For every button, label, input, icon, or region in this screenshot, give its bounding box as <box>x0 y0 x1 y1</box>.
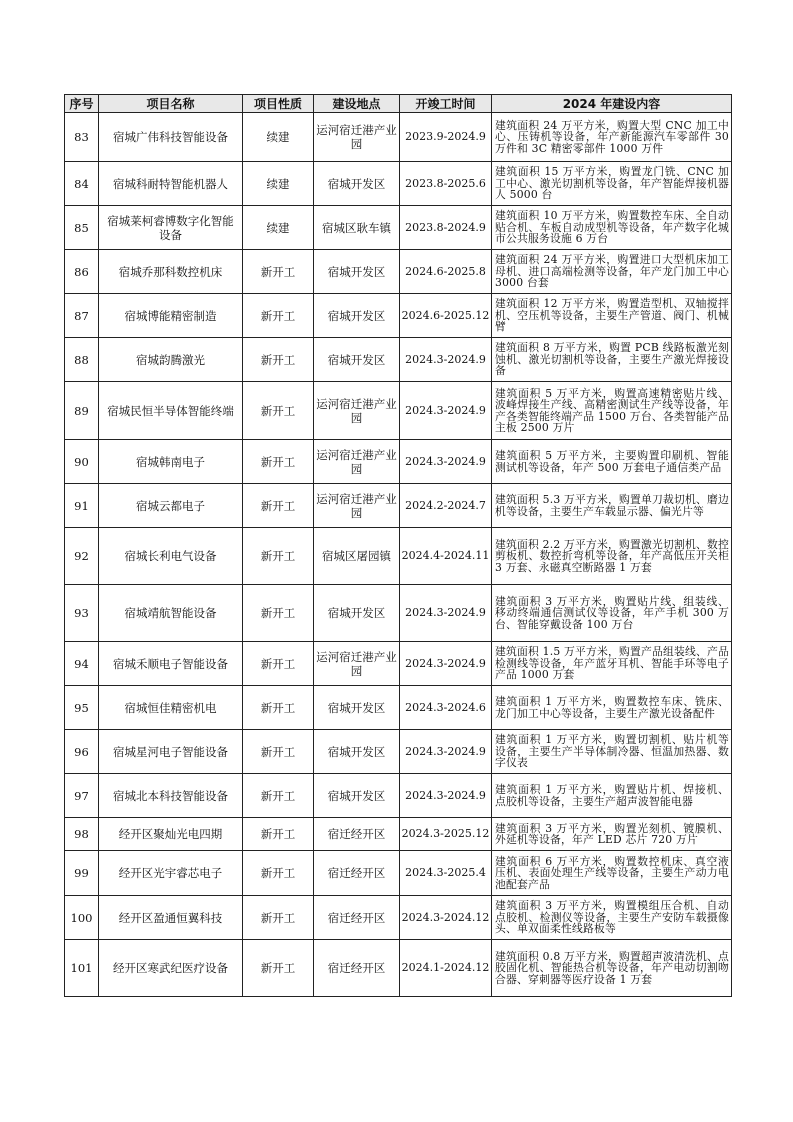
cell-content: 建筑面积 15 万平方米，购置龙门铣、CNC 加工中心、激光切割机等设备，年产智能焊接机器人 5000 台 <box>492 162 732 206</box>
cell-content: 建筑面积 1.5 万平方米，购置产品组装线、产品检测线等设备，年产蓝牙耳机、智能手环等电子产品 1000 万套 <box>492 642 732 686</box>
cell-location: 宿迁经开区 <box>314 818 400 851</box>
cell-project-name: 宿城靖航智能设备 <box>99 585 243 642</box>
cell-time: 2024.3-2025.4 <box>400 851 492 896</box>
cell-content: 建筑面积 3 万平方米，购置贴片线、组装线、移动终端通信测试仪等设备，年产手机 300 万台、智能穿戴设备 100 万台 <box>492 585 732 642</box>
cell-time: 2023.8-2025.6 <box>400 162 492 206</box>
table-row <box>65 294 732 338</box>
table-row <box>65 484 732 528</box>
cell-project-type: 新开工 <box>243 940 314 997</box>
header-no: 序号 <box>65 95 99 113</box>
cell-project-name: 宿城长利电气设备 <box>99 528 243 585</box>
cell-project-type: 新开工 <box>243 294 314 338</box>
cell-project-name: 宿城云都电子 <box>99 484 243 528</box>
cell-project-type: 新开工 <box>243 896 314 940</box>
cell-project-name: 宿城广伟科技智能设备 <box>99 113 243 162</box>
cell-content: 建筑面积 12 万平方米，购置造型机、双轴搅拌机、空压机等设备，主要生产管道、阀门、机械臂 <box>492 294 732 338</box>
cell-no: 92 <box>65 528 99 585</box>
cell-no: 94 <box>65 642 99 686</box>
cell-time: 2024.2-2024.7 <box>400 484 492 528</box>
cell-location: 宿城区屠园镇 <box>314 528 400 585</box>
cell-content: 建筑面积 24 万平方米，购置进口大型机床加工母机、进口高端检测等设备，年产龙门加工中心 3000 台套 <box>492 250 732 294</box>
header-row <box>65 95 732 113</box>
table-row <box>65 382 732 440</box>
cell-content: 建筑面积 3 万平方米，购置光刻机、镀膜机、外延机等设备，年产 LED 芯片 720 万片 <box>492 818 732 851</box>
table-row <box>65 686 732 730</box>
cell-project-name: 经开区聚灿光电四期 <box>99 818 243 851</box>
table-row <box>65 774 732 818</box>
cell-project-name: 经开区光宇睿芯电子 <box>99 851 243 896</box>
cell-no: 90 <box>65 440 99 484</box>
header-name: 项目名称 <box>99 95 243 113</box>
cell-project-name: 经开区盈通恒翼科技 <box>99 896 243 940</box>
cell-project-type: 新开工 <box>243 818 314 851</box>
cell-time: 2023.8-2024.9 <box>400 206 492 250</box>
cell-project-type: 新开工 <box>243 382 314 440</box>
cell-project-name: 宿城韵腾激光 <box>99 338 243 382</box>
cell-location: 宿城区耿车镇 <box>314 206 400 250</box>
cell-no: 86 <box>65 250 99 294</box>
cell-content: 建筑面积 5.3 万平方米，购置单刀裁切机、磨边机等设备，主要生产车载显示器、偏光片等 <box>492 484 732 528</box>
cell-content: 建筑面积 1 万平方米，购置贴片机、焊接机、点胶机等设备，主要生产超声波智能电器 <box>492 774 732 818</box>
cell-content: 建筑面积 5 万平方米，购置高速精密贴片线、波峰焊接生产线、高精密测试生产线等设备，年产各类智能终端产品 1500 万台、各类智能产品主板 2500 万片 <box>492 382 732 440</box>
cell-project-type: 新开工 <box>243 484 314 528</box>
cell-no: 83 <box>65 113 99 162</box>
header-location: 建设地点 <box>314 95 400 113</box>
cell-content: 建筑面积 0.8 万平方米，购置超声波清洗机、点胶固化机、智能热合机等设备，年产电动切割吻合器、穿刺器等医疗设备 1 万套 <box>492 940 732 997</box>
cell-content: 建筑面积 24 万平方米，购置大型 CNC 加工中心、压铸机等设备，年产新能源汽车零部件 30 万件和 3C 精密零部件 1000 万件 <box>492 113 732 162</box>
cell-content: 建筑面积 6 万平方米，购置数控机床、真空液压机、表面处理生产线等设备，主要生产动力电池配套产品 <box>492 851 732 896</box>
cell-time: 2024.3-2024.9 <box>400 338 492 382</box>
cell-location: 宿城开发区 <box>314 338 400 382</box>
header-type: 项目性质 <box>243 95 314 113</box>
cell-location: 宿城开发区 <box>314 294 400 338</box>
table-row <box>65 440 732 484</box>
cell-time: 2023.9-2024.9 <box>400 113 492 162</box>
cell-time: 2024.3-2024.9 <box>400 730 492 774</box>
cell-location: 运河宿迁港产业园 <box>314 440 400 484</box>
table-row <box>65 585 732 642</box>
cell-no: 99 <box>65 851 99 896</box>
cell-project-type: 新开工 <box>243 585 314 642</box>
cell-content: 建筑面积 3 万平方米，购置模组压合机、自动点胶机、检测仪等设备，主要生产安防车载摄像头、单双面柔性线路板等 <box>492 896 732 940</box>
cell-project-name: 宿城北本科技智能设备 <box>99 774 243 818</box>
cell-location: 宿城开发区 <box>314 774 400 818</box>
cell-location: 宿迁经开区 <box>314 896 400 940</box>
cell-location: 运河宿迁港产业园 <box>314 382 400 440</box>
cell-time: 2024.3-2024.12 <box>400 896 492 940</box>
cell-location: 宿城开发区 <box>314 686 400 730</box>
table-row <box>65 528 732 585</box>
cell-time: 2024.3-2024.9 <box>400 440 492 484</box>
cell-no: 84 <box>65 162 99 206</box>
cell-project-name: 宿城禾顺电子智能设备 <box>99 642 243 686</box>
table-row <box>65 206 732 250</box>
cell-project-type: 新开工 <box>243 774 314 818</box>
cell-time: 2024.6-2025.12 <box>400 294 492 338</box>
cell-no: 88 <box>65 338 99 382</box>
cell-no: 98 <box>65 818 99 851</box>
cell-project-name: 宿城民恒半导体智能终端 <box>99 382 243 440</box>
cell-location: 运河宿迁港产业园 <box>314 113 400 162</box>
cell-no: 96 <box>65 730 99 774</box>
cell-project-type: 新开工 <box>243 686 314 730</box>
cell-project-name: 宿城乔那科数控机床 <box>99 250 243 294</box>
cell-project-type: 新开工 <box>243 528 314 585</box>
cell-project-type: 新开工 <box>243 642 314 686</box>
cell-location: 运河宿迁港产业园 <box>314 642 400 686</box>
cell-time: 2024.1-2024.12 <box>400 940 492 997</box>
cell-time: 2024.4-2024.11 <box>400 528 492 585</box>
cell-time: 2024.3-2024.6 <box>400 686 492 730</box>
cell-location: 宿城开发区 <box>314 250 400 294</box>
cell-no: 97 <box>65 774 99 818</box>
cell-location: 宿城开发区 <box>314 730 400 774</box>
cell-project-name: 宿城莱柯睿博数字化智能设备 <box>99 206 243 250</box>
header-content: 2024 年建设内容 <box>492 95 732 113</box>
table-row <box>65 818 732 851</box>
cell-content: 建筑面积 5 万平方米，主要购置印刷机、智能测试机等设备，年产 500 万套电子通信类产品 <box>492 440 732 484</box>
cell-project-type: 新开工 <box>243 730 314 774</box>
cell-no: 95 <box>65 686 99 730</box>
cell-location: 宿城开发区 <box>314 162 400 206</box>
cell-project-name: 宿城科耐特智能机器人 <box>99 162 243 206</box>
cell-project-type: 续建 <box>243 206 314 250</box>
table-row <box>65 851 732 896</box>
cell-no: 87 <box>65 294 99 338</box>
cell-time: 2024.3-2024.9 <box>400 382 492 440</box>
cell-location: 运河宿迁港产业园 <box>314 484 400 528</box>
cell-project-name: 经开区寒武纪医疗设备 <box>99 940 243 997</box>
cell-content: 建筑面积 10 万平方米，购置数控车床、全自动贴合机、车板自动成型机等设备，年产数字化城市公共服务设施 6 万台 <box>492 206 732 250</box>
table-row <box>65 162 732 206</box>
cell-content: 建筑面积 1 万平方米，购置切割机、贴片机等设备，主要生产半导体制冷器、恒温加热器、数字仪表 <box>492 730 732 774</box>
cell-time: 2024.3-2024.9 <box>400 774 492 818</box>
project-table <box>64 94 732 997</box>
table-row <box>65 730 732 774</box>
table-row <box>65 338 732 382</box>
cell-no: 89 <box>65 382 99 440</box>
table-row <box>65 250 732 294</box>
cell-location: 宿迁经开区 <box>314 940 400 997</box>
cell-project-type: 新开工 <box>243 440 314 484</box>
cell-project-name: 宿城星河电子智能设备 <box>99 730 243 774</box>
cell-time: 2024.6-2025.8 <box>400 250 492 294</box>
table-row <box>65 113 732 162</box>
cell-location: 宿迁经开区 <box>314 851 400 896</box>
cell-project-name: 宿城恒佳精密机电 <box>99 686 243 730</box>
cell-content: 建筑面积 1 万平方米，购置数控车床、铣床、龙门加工中心等设备，主要生产激光设备配件 <box>492 686 732 730</box>
cell-project-name: 宿城博能精密制造 <box>99 294 243 338</box>
cell-project-type: 续建 <box>243 162 314 206</box>
table-row <box>65 896 732 940</box>
table-row <box>65 642 732 686</box>
cell-content: 建筑面积 2.2 万平方米，购置激光切割机、数控剪板机、数控折弯机等设备，年产高低压开关柜 3 万套、永磁真空断路器 1 万套 <box>492 528 732 585</box>
cell-time: 2024.3-2024.9 <box>400 585 492 642</box>
cell-project-type: 新开工 <box>243 338 314 382</box>
header-time: 开竣工时间 <box>400 95 492 113</box>
cell-project-type: 新开工 <box>243 851 314 896</box>
table-body <box>65 113 732 997</box>
cell-no: 101 <box>65 940 99 997</box>
table-row <box>65 940 732 997</box>
cell-project-type: 续建 <box>243 113 314 162</box>
cell-project-name: 宿城韩南电子 <box>99 440 243 484</box>
cell-no: 91 <box>65 484 99 528</box>
cell-time: 2024.3-2024.9 <box>400 642 492 686</box>
cell-time: 2024.3-2025.12 <box>400 818 492 851</box>
cell-location: 宿城开发区 <box>314 585 400 642</box>
cell-content: 建筑面积 8 万平方米，购置 PCB 线路板激光刻蚀机、激光切割机等设备，主要生产激光焊接设备 <box>492 338 732 382</box>
cell-no: 93 <box>65 585 99 642</box>
cell-no: 85 <box>65 206 99 250</box>
cell-no: 100 <box>65 896 99 940</box>
cell-project-type: 新开工 <box>243 250 314 294</box>
